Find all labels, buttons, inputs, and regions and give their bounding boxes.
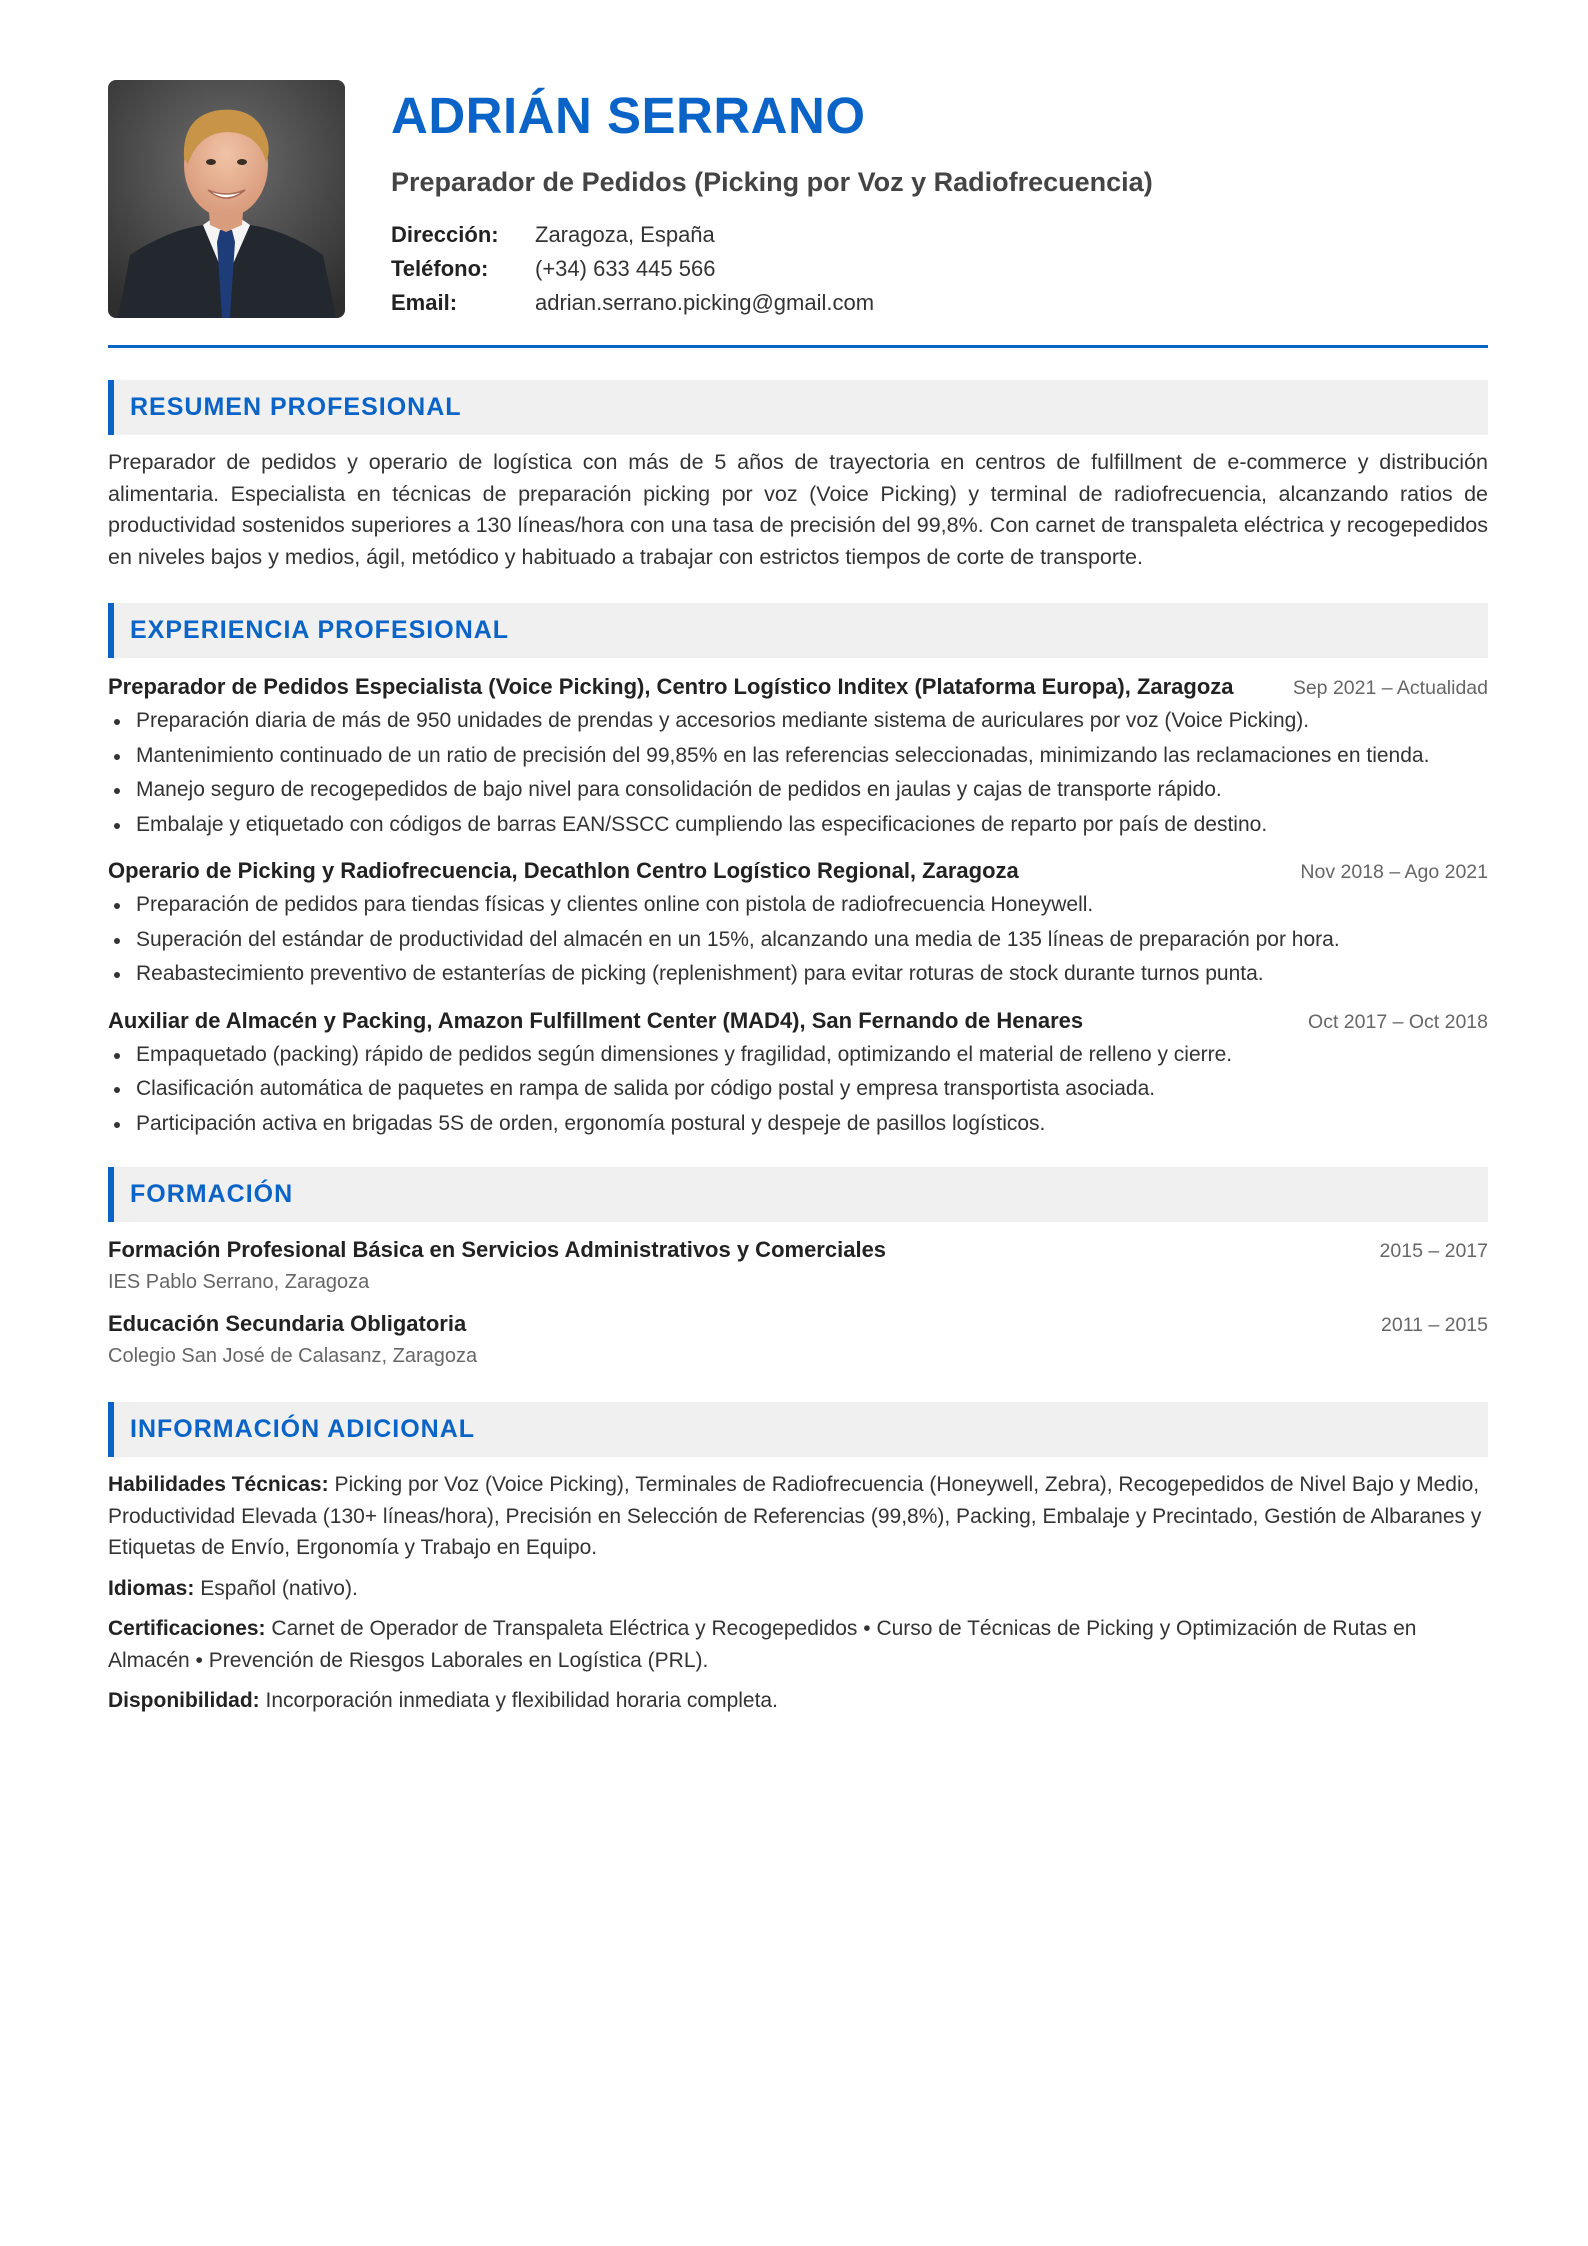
bullet-item: Preparación de pedidos para tiendas físicas y clientes online con pistola de radiofrecuencia Honeywell.	[108, 888, 1488, 923]
profile-photo	[108, 80, 345, 318]
bullet-item: Superación del estándar de productividad del almacén en un 15%, alcanzando una media de 135 líneas de preparación por hora.	[108, 923, 1488, 958]
job-entry	[108, 1006, 1488, 1142]
education-entry	[108, 1234, 1488, 1298]
section-title: RESUMEN PROFESIONAL	[130, 393, 462, 421]
additional-label: Habilidades Técnicas:	[108, 1473, 329, 1496]
education-degree: Formación Profesional Básica en Servicios Administrativos y Comerciales	[108, 1237, 887, 1262]
header-text	[391, 80, 1481, 320]
bullet-item: Empaquetado (packing) rápido de pedidos según dimensiones y fragilidad, optimizando el material de relleno y cierre.	[108, 1038, 1488, 1073]
contact-value: (+34) 633 445 566	[535, 256, 716, 281]
job-entry	[108, 672, 1488, 842]
additional-skills	[108, 1469, 1488, 1564]
bullet-item: Preparación diaria de más de 950 unidades de prendas y accesorios mediante sistema de auriculares por voz (Voice Picking).	[108, 704, 1488, 739]
section-heading-summary	[108, 380, 1488, 435]
header-divider	[108, 345, 1488, 348]
job-role: Operario de Picking y Radiofrecuencia, Decathlon Centro Logístico Regional, Zaragoza	[108, 858, 1019, 883]
job-bullets	[108, 1038, 1488, 1142]
education-school: IES Pablo Serrano, Zaragoza	[108, 1271, 370, 1293]
resume-content	[108, 380, 1488, 1717]
section-title: EXPERIENCIA PROFESIONAL	[130, 616, 510, 644]
additional-text: Español (nativo).	[200, 1576, 358, 1600]
section-heading-additional	[108, 1402, 1488, 1457]
bullet-item: Clasificación automática de paquetes en rampa de salida por código postal y empresa transportista asociada.	[108, 1072, 1488, 1107]
education-dates: 2011 – 2015	[1381, 1314, 1488, 1336]
additional-label: Disponibilidad:	[108, 1689, 260, 1712]
job-entry	[108, 856, 1488, 992]
bullet-item: Mantenimiento continuado de un ratio de precisión del 99,85% en las referencias seleccionadas, minimizando las reclamaciones en tienda.	[108, 739, 1488, 774]
additional-text: Carnet de Operador de Transpaleta Eléctrica y Recogepedidos • Curso de Técnicas de Picking y Optimización de Rutas en Almacén • Prevención de Riesgos Laborales en Logística (PRL).	[108, 1617, 1417, 1672]
contact-label: Teléfono:	[391, 256, 489, 281]
job-dates: Sep 2021 – Actualidad	[1292, 677, 1488, 699]
candidate-name: ADRIÁN SERRANO	[391, 87, 866, 144]
contact-list	[391, 218, 1481, 320]
contact-address	[391, 218, 1481, 252]
bullet-item: Embalaje y etiquetado con códigos de barras EAN/SSCC cumpliendo las especificaciones de reparto por país de destino.	[108, 808, 1488, 843]
education-dates: 2015 – 2017	[1379, 1240, 1488, 1262]
job-dates: Nov 2018 – Ago 2021	[1300, 861, 1488, 883]
section-title: FORMACIÓN	[130, 1180, 294, 1208]
summary-text: Preparador de pedidos y operario de logística con más de 5 años de trayectoria en centros de fulfillment de e-commerce y distribución alimentaria. Especialista en técnicas de preparación picking por voz (Voice Picking) y terminal de radiofrecuencia, alcanzando ratios de productividad sostenidos superiores a 130 líneas/hora con una tasa de precisión del 99,8%. Con carnet de transpaleta eléctrica y recogepedidos en niveles bajos y medios, ágil, metódico y habituado a trabajar con estrictos tiempos de corte de transporte.	[108, 450, 1488, 569]
contact-value: adrian.serrano.picking@gmail.com	[535, 290, 875, 315]
education-entry	[108, 1308, 1488, 1372]
contact-email	[391, 286, 1481, 320]
additional-text: Incorporación inmediata y flexibilidad horaria completa.	[265, 1689, 778, 1712]
section-title: INFORMACIÓN ADICIONAL	[130, 1415, 476, 1443]
bullet-item: Reabastecimiento preventivo de estanterías de picking (replenishment) para evitar roturas de stock durante turnos punta.	[108, 957, 1488, 992]
job-bullets	[108, 888, 1488, 992]
job-role: Preparador de Pedidos Especialista (Voice Picking), Centro Logístico Inditex (Plataforma Europa), Zaragoza	[108, 674, 1234, 699]
resume-header	[108, 80, 1488, 320]
candidate-title: Preparador de Pedidos (Picking por Voz y Radiofrecuencia)	[391, 167, 1153, 197]
job-role: Auxiliar de Almacén y Packing, Amazon Fulfillment Center (MAD4), San Fernando de Henares	[108, 1007, 1084, 1033]
bullet-item: Manejo seguro de recogepedidos de bajo nivel para consolidación de pedidos en jaulas y cajas de transporte rápido.	[108, 773, 1488, 808]
section-heading-education	[108, 1167, 1488, 1222]
additional-certifications	[108, 1613, 1488, 1676]
section-heading-experience	[108, 603, 1488, 658]
contact-phone	[391, 252, 1481, 286]
additional-label: Idiomas:	[108, 1576, 195, 1600]
bullet-item: Participación activa en brigadas 5S de orden, ergonomía postural y despeje de pasillos logísticos.	[108, 1107, 1488, 1142]
contact-value: Zaragoza, España	[535, 222, 715, 247]
contact-label: Dirección:	[391, 222, 499, 247]
additional-availability	[108, 1685, 1488, 1717]
education-school: Colegio San José de Calasanz, Zaragoza	[108, 1345, 478, 1367]
additional-languages	[108, 1573, 1488, 1605]
additional-label: Certificaciones:	[108, 1617, 266, 1640]
education-degree: Educación Secundaria Obligatoria	[108, 1311, 467, 1336]
additional-text: Picking por Voz (Voice Picking), Terminales de Radiofrecuencia (Honeywell, Zebra), Recogepedidos de Nivel Bajo y Medio, Productividad Elevada (130+ líneas/hora), Precisión en Selección de Referencias (99,8%), Packing, Embalaje y Precintado, Gestión de Albaranes y Etiquetas de Envío, Ergonomía y Trabajo en Equipo.	[108, 1473, 1482, 1559]
contact-label: Email:	[391, 290, 458, 315]
job-bullets	[108, 704, 1488, 842]
job-dates: Oct 2017 – Oct 2018	[1308, 1010, 1488, 1033]
